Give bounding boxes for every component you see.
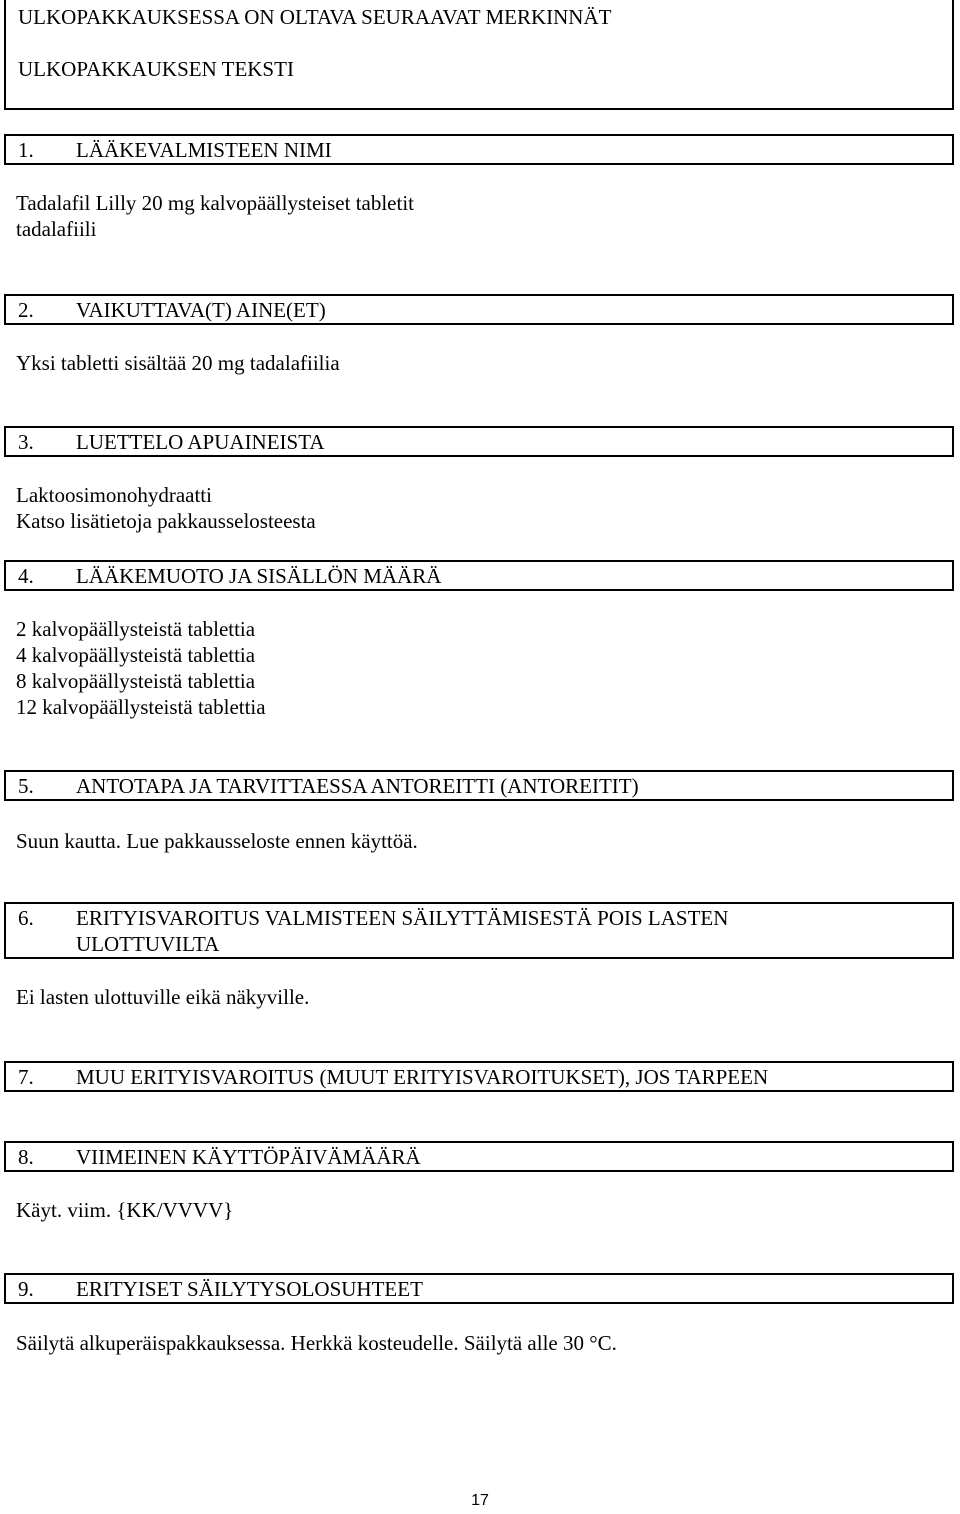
section-1-number: 1. — [18, 138, 34, 162]
section-3-line-1: Laktoosimonohydraatti — [16, 483, 212, 507]
section-2-header-box — [4, 294, 954, 325]
section-8-title: VIIMEINEN KÄYTTÖPÄIVÄMÄÄRÄ — [76, 1145, 421, 1169]
section-9-number: 9. — [18, 1277, 34, 1301]
section-8-heading — [18, 1144, 421, 1170]
section-1-heading — [18, 137, 332, 163]
section-1-title: LÄÄKEVALMISTEEN NIMI — [76, 138, 332, 162]
section-7-title: MUU ERITYISVAROITUS (MUUT ERITYISVAROITUKSET), JOS TARPEEN — [76, 1065, 769, 1089]
section-9-line-1: Säilytä alkuperäispakkauksessa. Herkkä kosteudelle. Säilytä alle 30 °C. — [16, 1331, 617, 1355]
section-3-line-2: Katso lisätietoja pakkausselosteesta — [16, 509, 316, 533]
section-5-title: ANTOTAPA JA TARVITTAESSA ANTOREITTI (ANTOREITIT) — [76, 774, 639, 798]
section-6-title-line-1: ERITYISVAROITUS VALMISTEEN SÄILYTTÄMISESTÄ POIS LASTEN — [76, 906, 729, 930]
section-8-line-1: Käyt. viim. {KK/VVVV} — [16, 1198, 234, 1222]
page-number: 17 — [471, 1492, 489, 1509]
section-9-heading — [18, 1276, 423, 1302]
section-4-line-3: 8 kalvopäällysteistä tablettia — [16, 669, 256, 693]
section-8-header-box — [4, 1141, 954, 1172]
section-4-number: 4. — [18, 564, 34, 588]
section-6-number: 6. — [18, 906, 34, 930]
header-line-1: ULKOPAKKAUKSESSA ON OLTAVA SEURAAVAT MERKINNÄT — [18, 5, 612, 29]
outer-packaging-header-box — [4, 0, 954, 110]
section-2-line-1: Yksi tabletti sisältää 20 mg tadalafiilia — [16, 351, 340, 375]
section-5-header-box — [4, 770, 954, 801]
section-4-line-1: 2 kalvopäällysteistä tablettia — [16, 617, 256, 641]
section-6-header-box — [4, 902, 954, 959]
section-4-heading — [18, 563, 441, 589]
section-9-header-box — [4, 1273, 954, 1304]
section-4-title: LÄÄKEMUOTO JA SISÄLLÖN MÄÄRÄ — [76, 564, 442, 588]
section-1-header-box — [4, 134, 954, 165]
section-2-heading — [18, 297, 326, 323]
header-line-2: ULKOPAKKAUKSEN TEKSTI — [18, 57, 294, 81]
section-3-number: 3. — [18, 430, 34, 454]
section-2-title: VAIKUTTAVA(T) AINE(ET) — [76, 298, 326, 322]
section-4-line-2: 4 kalvopäällysteistä tablettia — [16, 643, 256, 667]
section-6-title-line-2: ULOTTUVILTA — [76, 932, 220, 956]
section-3-title: LUETTELO APUAINEISTA — [76, 430, 325, 454]
section-8-number: 8. — [18, 1145, 34, 1169]
section-7-heading — [18, 1064, 768, 1090]
section-1-line-1: Tadalafil Lilly 20 mg kalvopäällysteiset tabletit — [16, 191, 415, 215]
section-3-heading — [18, 429, 325, 455]
section-4-line-4: 12 kalvopäällysteistä tablettia — [16, 695, 266, 719]
section-1-line-2: tadalafiili — [16, 217, 97, 241]
section-2-number: 2. — [18, 298, 34, 322]
section-5-heading — [18, 773, 639, 799]
section-4-header-box — [4, 560, 954, 591]
section-7-header-box — [4, 1061, 954, 1092]
section-3-header-box — [4, 426, 954, 457]
section-5-line-1: Suun kautta. Lue pakkausseloste ennen käyttöä. — [16, 829, 418, 853]
section-7-number: 7. — [18, 1065, 34, 1089]
section-9-title: ERITYISET SÄILYTYSOLOSUHTEET — [76, 1277, 423, 1301]
section-6-heading — [18, 905, 938, 957]
section-5-number: 5. — [18, 774, 34, 798]
section-6-line-1: Ei lasten ulottuville eikä näkyville. — [16, 985, 310, 1009]
